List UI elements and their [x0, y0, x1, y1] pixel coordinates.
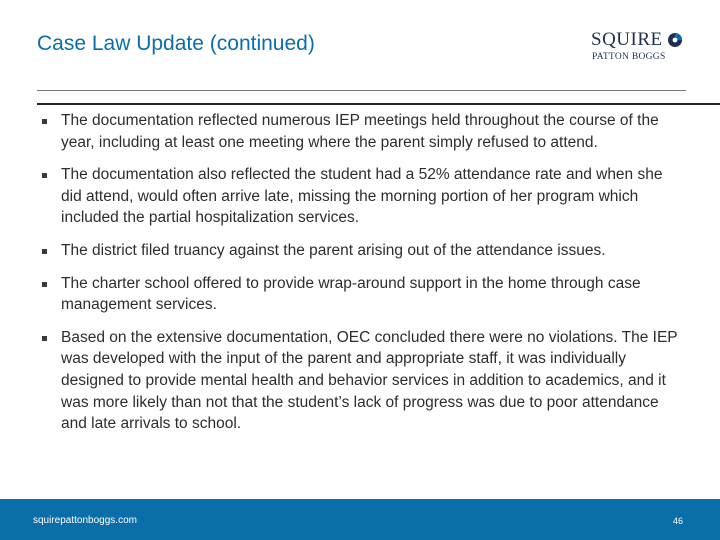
square-bullet-icon: [42, 249, 47, 254]
bullet-item: [41, 327, 681, 435]
logo-line-1: SQUIRE: [591, 29, 663, 50]
bullet-item: [41, 273, 681, 316]
square-bullet-icon: [42, 282, 47, 287]
square-bullet-icon: [42, 336, 47, 341]
bullet-text: The documentation also reflected the student had a 52% attendance rate and when she did attend, would often arrive late, missing the morning portion of her program which included the partial hospitalization services.: [61, 166, 663, 227]
bullet-item: [41, 110, 681, 153]
page-number: 46: [672, 516, 683, 526]
squire-logo-mark-icon: [667, 32, 683, 48]
footer-url[interactable]: squirepattonboggs.com: [33, 515, 137, 526]
bullet-item: [41, 240, 681, 262]
bullet-text: The charter school offered to provide wrap-around support in the home through case management services.: [61, 274, 641, 314]
bullet-text: The documentation reflected numerous IEP meetings held throughout the course of the year, including at least one meeting where the parent simply refused to attend.: [61, 112, 659, 151]
logo-line-2: PATTON BOGGS: [592, 52, 666, 62]
squire-patton-boggs-logo: [591, 30, 691, 64]
slide-title: Case Law Update (continued): [37, 32, 315, 55]
bullet-item: [41, 164, 681, 229]
bullet-list: [41, 110, 681, 446]
square-bullet-icon: [42, 173, 47, 178]
bullet-text: The district filed truancy against the parent arising out of the attendance issues.: [61, 241, 606, 259]
footer-bar: [0, 499, 720, 540]
bullet-text: Based on the extensive documentation, OEC concluded there were no violations. The IEP was developed with the input of the parent and appropriate staff, it was individually designed to provide mental health and behavior services in addition to academics, and it was more likely than not that the student’s lack of progress was due to poor attendance and late arrivals to school.: [61, 328, 678, 433]
header-divider-thin: [37, 90, 686, 91]
square-bullet-icon: [42, 119, 47, 124]
header-divider-thick: [37, 103, 720, 105]
